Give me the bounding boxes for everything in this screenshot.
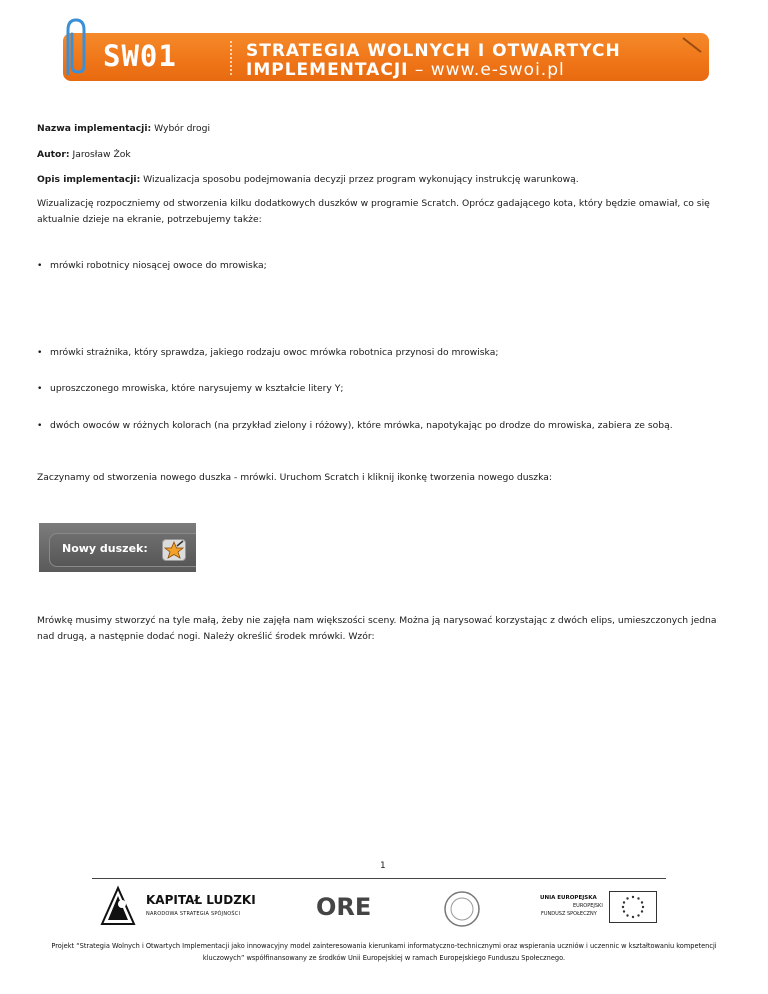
description-line [37, 172, 727, 188]
seal-icon [442, 889, 482, 929]
eu-title: UNIA EUROPEJSKA [540, 895, 597, 901]
paperclip-icon [58, 16, 94, 78]
banner-title: STRATEGIA WOLNYCH I OTWARTYCH [246, 41, 621, 61]
list-item-text: mrówki robotnicy niosącej owoce do mrowiska; [50, 260, 267, 271]
scratch-screenshot [39, 523, 196, 572]
name-value: Wybór drogi [151, 123, 211, 134]
list-item [37, 345, 727, 361]
name-label: Nazwa implementacji: [37, 123, 152, 134]
list-item [37, 418, 727, 434]
bullet-marker: • [37, 260, 43, 271]
author-label: Autor: [37, 149, 70, 160]
list-item-text: uproszczonego mrowiska, które narysujemy w kształcie litery Y; [50, 383, 344, 394]
new-sprite-button[interactable] [49, 533, 196, 567]
description-value: Wizualizacja sposobu podejmowania decyzji przez program wykonujący instrukcję warunkową. [140, 174, 579, 185]
kapital-ludzki-title: KAPITAŁ LUDZKI [146, 893, 256, 907]
ant-paragraph: Mrówkę musimy stworzyć na tyle małą, żeby nie zajęła nam większości sceny. Można ją narysować korzystając z dwóch elips, umieszczonych jedna nad drugą, a następnie dodać nogi. Należy określić środek mrówki. Wzór: [37, 615, 717, 642]
author-line [37, 147, 727, 163]
banner-subtitle-bold: IMPLEMENTACJI [246, 60, 409, 80]
star-icon[interactable] [162, 539, 186, 561]
new-sprite-label: Nowy duszek: [62, 542, 148, 555]
swoi-logo: SW01 [103, 39, 177, 73]
list-item [37, 258, 727, 274]
implementation-name [37, 121, 727, 137]
footer-project-text: Projekt “Strategia Wolnych i Otwartych Implementacji jako innowacyjny model zainteresowania kierunkami informatyczno-technicznymi oraz wspierania uczniów i uczennic w kształtowaniu kompetencji kluczowych” współfinansowany ze środków Unii Europejskiej w ramach Europejskiego Funduszu Społecznego. [51, 942, 717, 962]
bullet-marker: • [37, 347, 43, 358]
start-paragraph: Zaczynamy od stworzenia nowego duszka - mrówki. Uruchom Scratch i kliknij ikonkę tworzenia nowego duszka: [37, 472, 553, 483]
banner-subtitle [246, 60, 565, 80]
banner-url: – www.e-swoi.pl [408, 60, 565, 80]
header-banner [63, 33, 709, 81]
banner-divider [230, 41, 232, 75]
bullet-marker: • [37, 420, 43, 431]
ore-logo: ORE [316, 893, 372, 921]
description-label: Opis implementacji: [37, 174, 141, 185]
author-value: Jarosław Żok [69, 149, 131, 160]
kapital-ludzki-logo-icon [98, 884, 138, 928]
footer-divider [92, 878, 666, 879]
bullet-marker: • [37, 383, 43, 394]
page-number: 1 [380, 861, 386, 871]
kapital-ludzki-subtitle: NARODOWA STRATEGIA SPÓJNOŚCI [146, 911, 241, 917]
eu-flag-icon [609, 891, 657, 923]
list-item-text: mrówki strażnika, który sprawdza, jakiego rodzaju owoc mrówka robotnica przynosi do mrowiska; [50, 347, 499, 358]
pen-icon [681, 36, 703, 58]
eu-subtitle-2: FUNDUSZ SPOŁECZNY [541, 911, 597, 917]
list-item [37, 381, 727, 397]
intro-paragraph: Wizualizację rozpoczniemy od stworzenia kilku dodatkowych duszków w programie Scratch. Oprócz gadającego kota, który będzie omawiał, co się aktualnie dzieje na ekranie, potrzebujemy także: [37, 198, 710, 225]
eu-subtitle-1: EUROPEJSKI [573, 903, 603, 909]
list-item-text: dwóch owoców w różnych kolorach (na przykład zielony i różowy), które mrówka, napotykając po drodze do mrowiska, zabiera ze sobą. [50, 420, 673, 431]
